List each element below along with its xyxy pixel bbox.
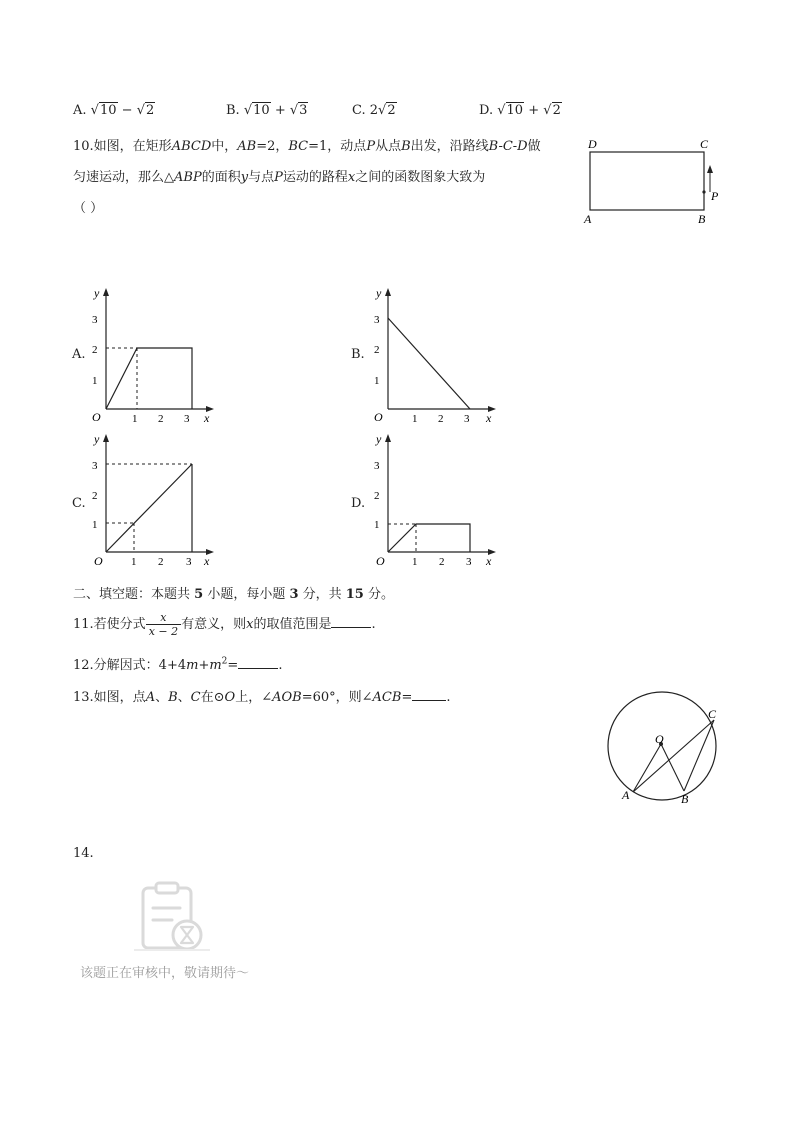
rectangle-figure bbox=[580, 134, 730, 230]
svg-text:O: O bbox=[655, 732, 664, 746]
svg-text:3: 3 bbox=[186, 556, 192, 568]
q11: 11.若使分式 $\frac{x}{x - 2}$ 有意义，则x的取值范围是 . bbox=[73, 611, 376, 638]
graph-b-label: B. bbox=[351, 347, 365, 362]
graph-d-label: D. bbox=[351, 496, 366, 511]
graph-b-line bbox=[388, 318, 470, 409]
graph-a-label: A. bbox=[72, 347, 86, 362]
svg-text:y: y bbox=[94, 286, 100, 300]
svg-text:2: 2 bbox=[158, 413, 164, 425]
svg-text:O: O bbox=[374, 410, 383, 424]
arrow-head bbox=[707, 165, 713, 173]
answer-blank[interactable] bbox=[331, 627, 371, 628]
q12: 12.分解因式：$4+4m+m^2=$ . bbox=[73, 656, 283, 673]
svg-text:2: 2 bbox=[158, 556, 164, 568]
label-a: A bbox=[584, 212, 592, 226]
graph-c-label: C. bbox=[72, 496, 86, 511]
answer-blank[interactable] bbox=[238, 668, 278, 669]
q14-number: 14. bbox=[73, 846, 94, 861]
point-p bbox=[702, 190, 705, 193]
svg-text:2: 2 bbox=[438, 413, 444, 425]
svg-text:3: 3 bbox=[466, 556, 472, 568]
svg-text:1: 1 bbox=[132, 413, 138, 425]
svg-text:y: y bbox=[376, 286, 382, 300]
pending-review-icon bbox=[132, 880, 212, 956]
q10-answer-paren: （ ） bbox=[73, 201, 104, 216]
pending-review-text: 该题正在审核中，敬请期待～ bbox=[80, 966, 250, 981]
graph-a-line bbox=[106, 348, 192, 409]
graph-b bbox=[368, 282, 508, 427]
svg-text:1: 1 bbox=[92, 519, 98, 531]
svg-text:3: 3 bbox=[92, 314, 98, 326]
svg-text:1: 1 bbox=[412, 556, 418, 568]
q9-option-b: B. √10 + √3 bbox=[226, 103, 308, 118]
svg-text:O: O bbox=[376, 554, 385, 568]
q13: 13.如图，点A、B、C在⊙O上，∠AOB=60°，则∠ACB= . bbox=[73, 690, 451, 705]
section2-header: 二、填空题：本题共 5 小题，每小题 3 分，共 15 分。 bbox=[73, 587, 394, 602]
svg-text:3: 3 bbox=[464, 413, 470, 425]
label-b: B bbox=[698, 212, 706, 226]
svg-text:3: 3 bbox=[374, 314, 380, 326]
answer-blank[interactable] bbox=[412, 700, 446, 701]
label-c: C bbox=[700, 137, 709, 151]
svg-text:2: 2 bbox=[92, 490, 98, 502]
graph-d bbox=[368, 428, 508, 573]
q9-option-c: C. 2√2 bbox=[352, 103, 396, 118]
graph-d-line bbox=[388, 524, 470, 552]
svg-text:1: 1 bbox=[374, 519, 380, 531]
q9-option-a: A. √10 − √2 bbox=[73, 103, 155, 118]
svg-text:x: x bbox=[204, 554, 210, 568]
sqrt-symbol: √10 bbox=[90, 103, 117, 118]
svg-text:1: 1 bbox=[131, 556, 137, 568]
rectangle-abcd bbox=[590, 152, 704, 210]
graph-c bbox=[86, 428, 226, 573]
svg-text:x: x bbox=[486, 554, 492, 568]
svg-text:A: A bbox=[622, 788, 630, 802]
svg-text:3: 3 bbox=[184, 413, 190, 425]
svg-text:1: 1 bbox=[92, 375, 98, 387]
svg-text:y: y bbox=[376, 432, 382, 446]
svg-text:2: 2 bbox=[439, 556, 445, 568]
q9-option-d: D. √10 + √2 bbox=[479, 103, 561, 118]
graph-a bbox=[86, 282, 226, 427]
svg-text:2: 2 bbox=[374, 490, 380, 502]
svg-text:x: x bbox=[486, 411, 492, 425]
q10-line1: 10.如图，在矩形ABCD中，AB=2，BC=1，动点P从点B出发，沿路线B-C-D做 bbox=[73, 139, 541, 154]
svg-text:C: C bbox=[708, 707, 717, 721]
svg-text:B: B bbox=[681, 792, 689, 806]
svg-text:O: O bbox=[94, 554, 103, 568]
svg-text:O: O bbox=[92, 410, 101, 424]
svg-text:y: y bbox=[94, 432, 100, 446]
circle-figure bbox=[600, 686, 730, 810]
svg-text:2: 2 bbox=[92, 344, 98, 356]
label-p: P bbox=[711, 189, 719, 203]
svg-text:1: 1 bbox=[412, 413, 418, 425]
q10-line2: 匀速运动，那么△ABP的面积y与点P运动的路程x之间的函数图象大致为 bbox=[73, 170, 486, 185]
fraction: $\frac{x}{x - 2}$ bbox=[146, 611, 181, 638]
svg-text:2: 2 bbox=[374, 344, 380, 356]
svg-text:3: 3 bbox=[92, 460, 98, 472]
label-d: D bbox=[588, 137, 597, 151]
graph-c-line bbox=[106, 464, 192, 552]
svg-text:3: 3 bbox=[374, 460, 380, 472]
svg-text:x: x bbox=[204, 411, 210, 425]
svg-text:1: 1 bbox=[374, 375, 380, 387]
